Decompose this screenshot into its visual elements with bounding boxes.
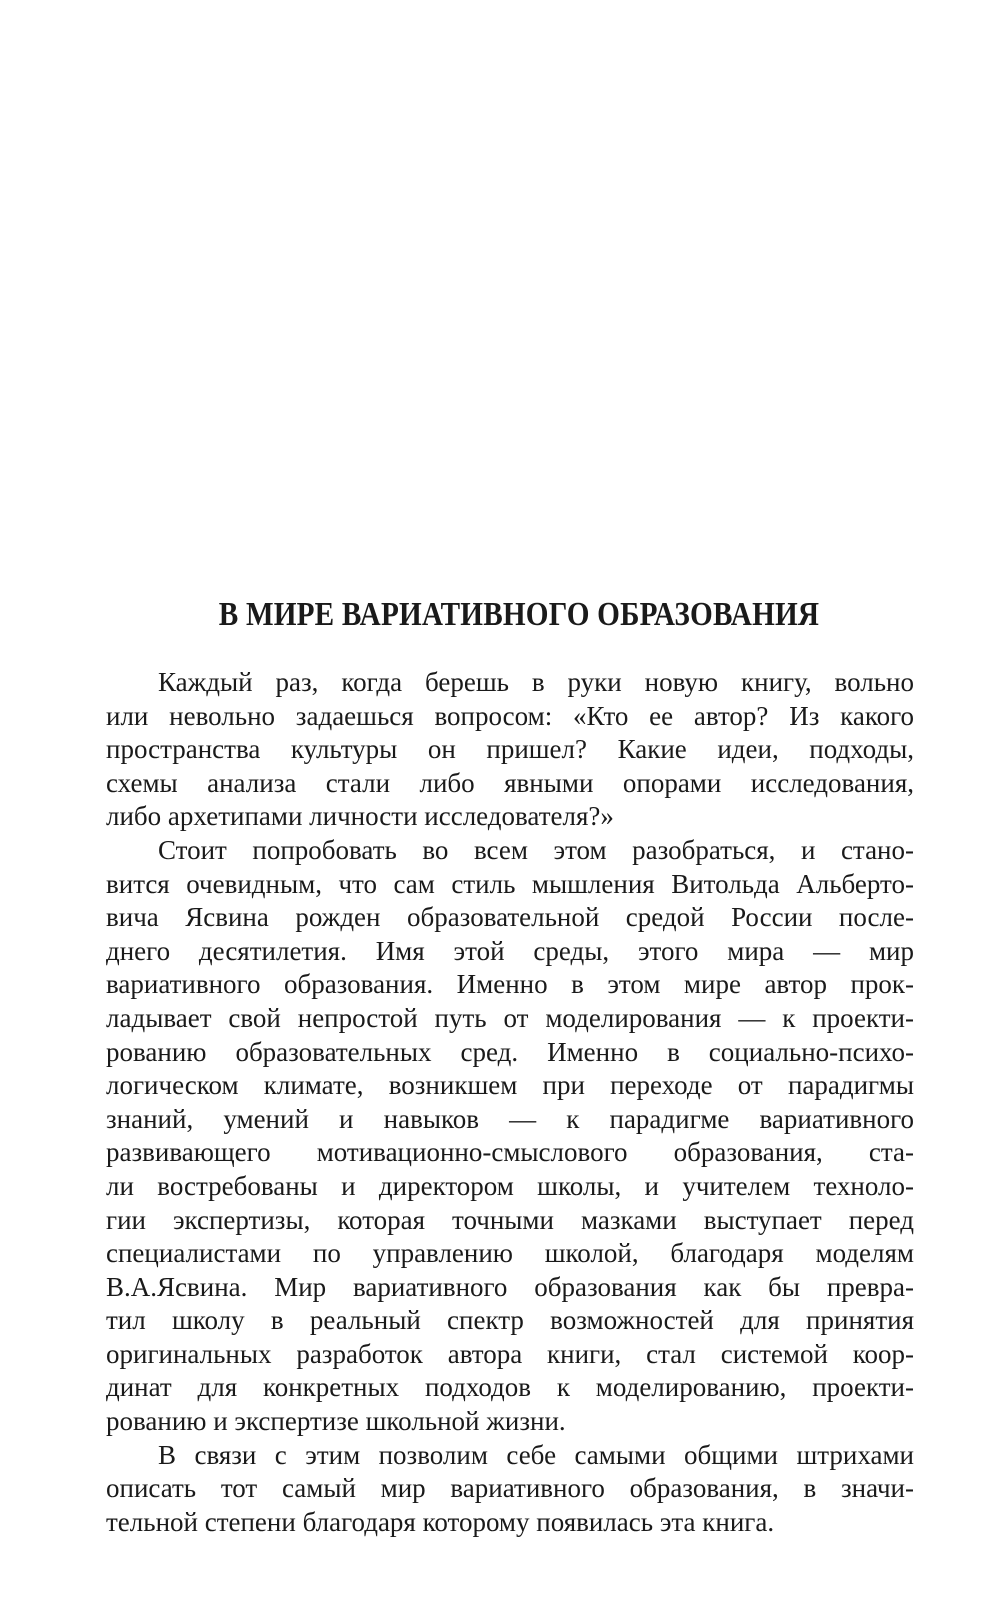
text-line: знаний, умений и навыков — к парадигме вариативного (106, 1103, 914, 1134)
text-line: либо архетипами личности исследователя?» (106, 801, 614, 832)
text-line: В.А.Ясвина. Мир вариативного образования как бы превра- (106, 1271, 914, 1302)
text-line: вится очевидным, что сам стиль мышления Витольда Альберто- (106, 868, 914, 899)
text-line: вариативного образования. Именно в этом мире автор прок- (106, 969, 914, 1000)
text-line: ладывает свой непростой путь от моделирования — к проекти- (106, 1002, 914, 1033)
paragraph (106, 1439, 914, 1540)
text-line: развивающего мотивационно-смыслового образования, ста- (106, 1137, 914, 1168)
paragraph (106, 834, 914, 1439)
text-line: специалистами по управлению школой, благодаря моделям (106, 1238, 914, 1269)
text-line: гии экспертизы, которая точными мазками выступает перед (106, 1204, 914, 1235)
text-line: Каждый раз, когда берешь в руки новую книгу, вольно (158, 667, 914, 697)
text-line: Стоит попробовать во всем этом разобраться, и стано- (158, 834, 914, 865)
text-line: рованию образовательных сред. Именно в социально-психо- (106, 1036, 914, 1067)
text-line: динат для конкретных подходов к моделированию, проекти- (106, 1372, 914, 1403)
text-line: тил школу в реальный спектр возможностей для принятия (106, 1305, 914, 1336)
text-line: схемы анализа стали либо явными опорами исследования, (106, 767, 914, 798)
paragraph (106, 666, 914, 834)
chapter-heading: В МИРЕ ВАРИАТИВНОГО ОБРАЗОВАНИЯ (218, 596, 820, 633)
text-line: ли востребованы и директором школы, и учителем техноло- (106, 1170, 914, 1201)
text-line: днего десятилетия. Имя этой среды, этого мира — мир (106, 935, 914, 966)
text-line: оригинальных разработок автора книги, стал системой коор- (106, 1338, 914, 1369)
text-line: тельной степени благодаря которому появилась эта книга. (106, 1506, 775, 1537)
text-line: рованию и экспертизе школьной жизни. (106, 1406, 566, 1437)
text-line: В связи с этим позволим себе самыми общими штрихами (158, 1439, 914, 1470)
body-text (106, 666, 914, 1539)
text-line: пространства культуры он пришел? Какие идеи, подходы, (106, 734, 914, 765)
text-line: описать тот самый мир вариативного образования, в значи- (106, 1473, 914, 1504)
text-line: логическом климате, возникшем при переходе от парадигмы (106, 1070, 914, 1101)
text-line: вича Ясвина рожден образовательной средой России после- (106, 902, 914, 933)
text-line: или невольно задаешься вопросом: «Кто ее автор? Из какого (106, 700, 914, 731)
